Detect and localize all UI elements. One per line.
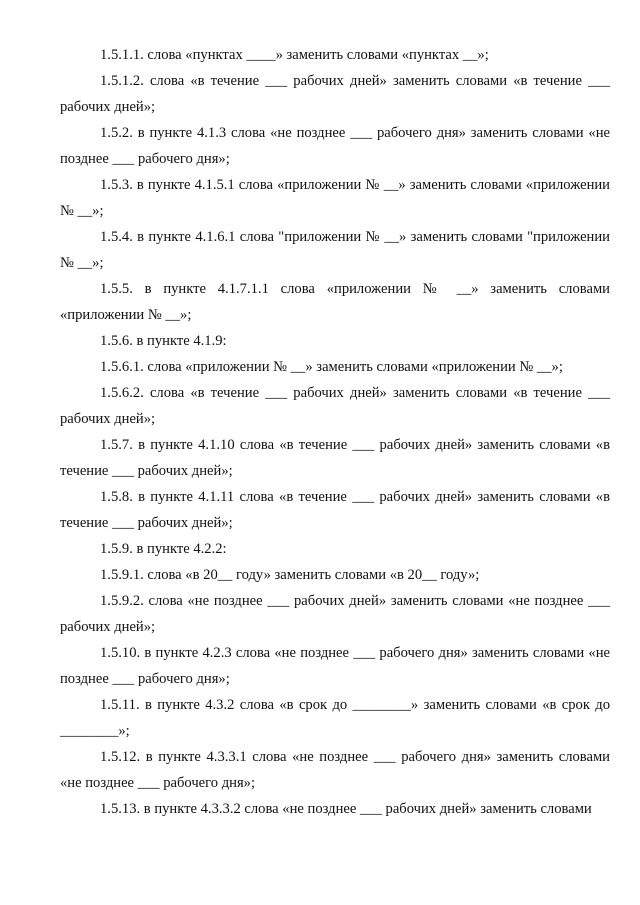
paragraph-1-5-13: 1.5.13. в пункте 4.3.3.2 слова «не позднее ___ рабочих дней» заменить словами	[100, 801, 592, 817]
paragraph-1-5-5: 1.5.5. в пункте 4.1.7.1.1 слова «приложении № __» заменить словами «приложении № __»;	[60, 281, 610, 323]
paragraph-1-5-7: 1.5.7. в пункте 4.1.10 слова «в течение ___ рабочих дней» заменить словами «в течение ___ рабочих дней»;	[60, 437, 610, 479]
paragraph-1-5-1-1: 1.5.1.1. слова «пунктах ____» заменить словами «пунктах __»;	[100, 47, 489, 63]
paragraph-1-5-8: 1.5.8. в пункте 4.1.11 слова «в течение ___ рабочих дней» заменить словами «в течение ___ рабочих дней»;	[60, 489, 610, 531]
paragraph-1-5-3: 1.5.3. в пункте 4.1.5.1 слова «приложении № __» заменить словами «приложении № __»;	[60, 177, 610, 219]
paragraph-1-5-9-1: 1.5.9.1. слова «в 20__ году» заменить словами «в 20__ году»;	[100, 567, 480, 583]
paragraph-1-5-1-2: 1.5.1.2. слова «в течение ___ рабочих дней» заменить словами «в течение ___ рабочих дней»;	[60, 73, 610, 115]
paragraph-1-5-4: 1.5.4. в пункте 4.1.6.1 слова "приложении № __» заменить словами "приложении № __»;	[60, 229, 610, 271]
paragraph-1-5-6-1: 1.5.6.1. слова «приложении № __» заменить словами «приложении № __»;	[100, 359, 563, 375]
paragraph-1-5-6-2: 1.5.6.2. слова «в течение ___ рабочих дней» заменить словами «в течение ___ рабочих дней»;	[60, 385, 610, 427]
paragraph-1-5-9: 1.5.9. в пункте 4.2.2:	[100, 541, 227, 557]
paragraph-1-5-9-2: 1.5.9.2. слова «не позднее ___ рабочих дней» заменить словами «не позднее ___ рабочих дней»;	[60, 593, 610, 635]
paragraph-1-5-12: 1.5.12. в пункте 4.3.3.1 слова «не позднее ___ рабочего дня» заменить словами «не позднее ___ рабочего дня»;	[60, 749, 610, 791]
paragraph-1-5-11: 1.5.11. в пункте 4.3.2 слова «в срок до ________» заменить словами «в срок до ________»;	[60, 697, 610, 739]
document-page	[60, 42, 610, 822]
paragraph-1-5-10: 1.5.10. в пункте 4.2.3 слова «не позднее ___ рабочего дня» заменить словами «не позднее ___ рабочего дня»;	[60, 645, 610, 687]
paragraph-1-5-2: 1.5.2. в пункте 4.1.3 слова «не позднее ___ рабочего дня» заменить словами «не позднее ___ рабочего дня»;	[60, 125, 610, 167]
paragraph-1-5-6: 1.5.6. в пункте 4.1.9:	[100, 333, 227, 349]
